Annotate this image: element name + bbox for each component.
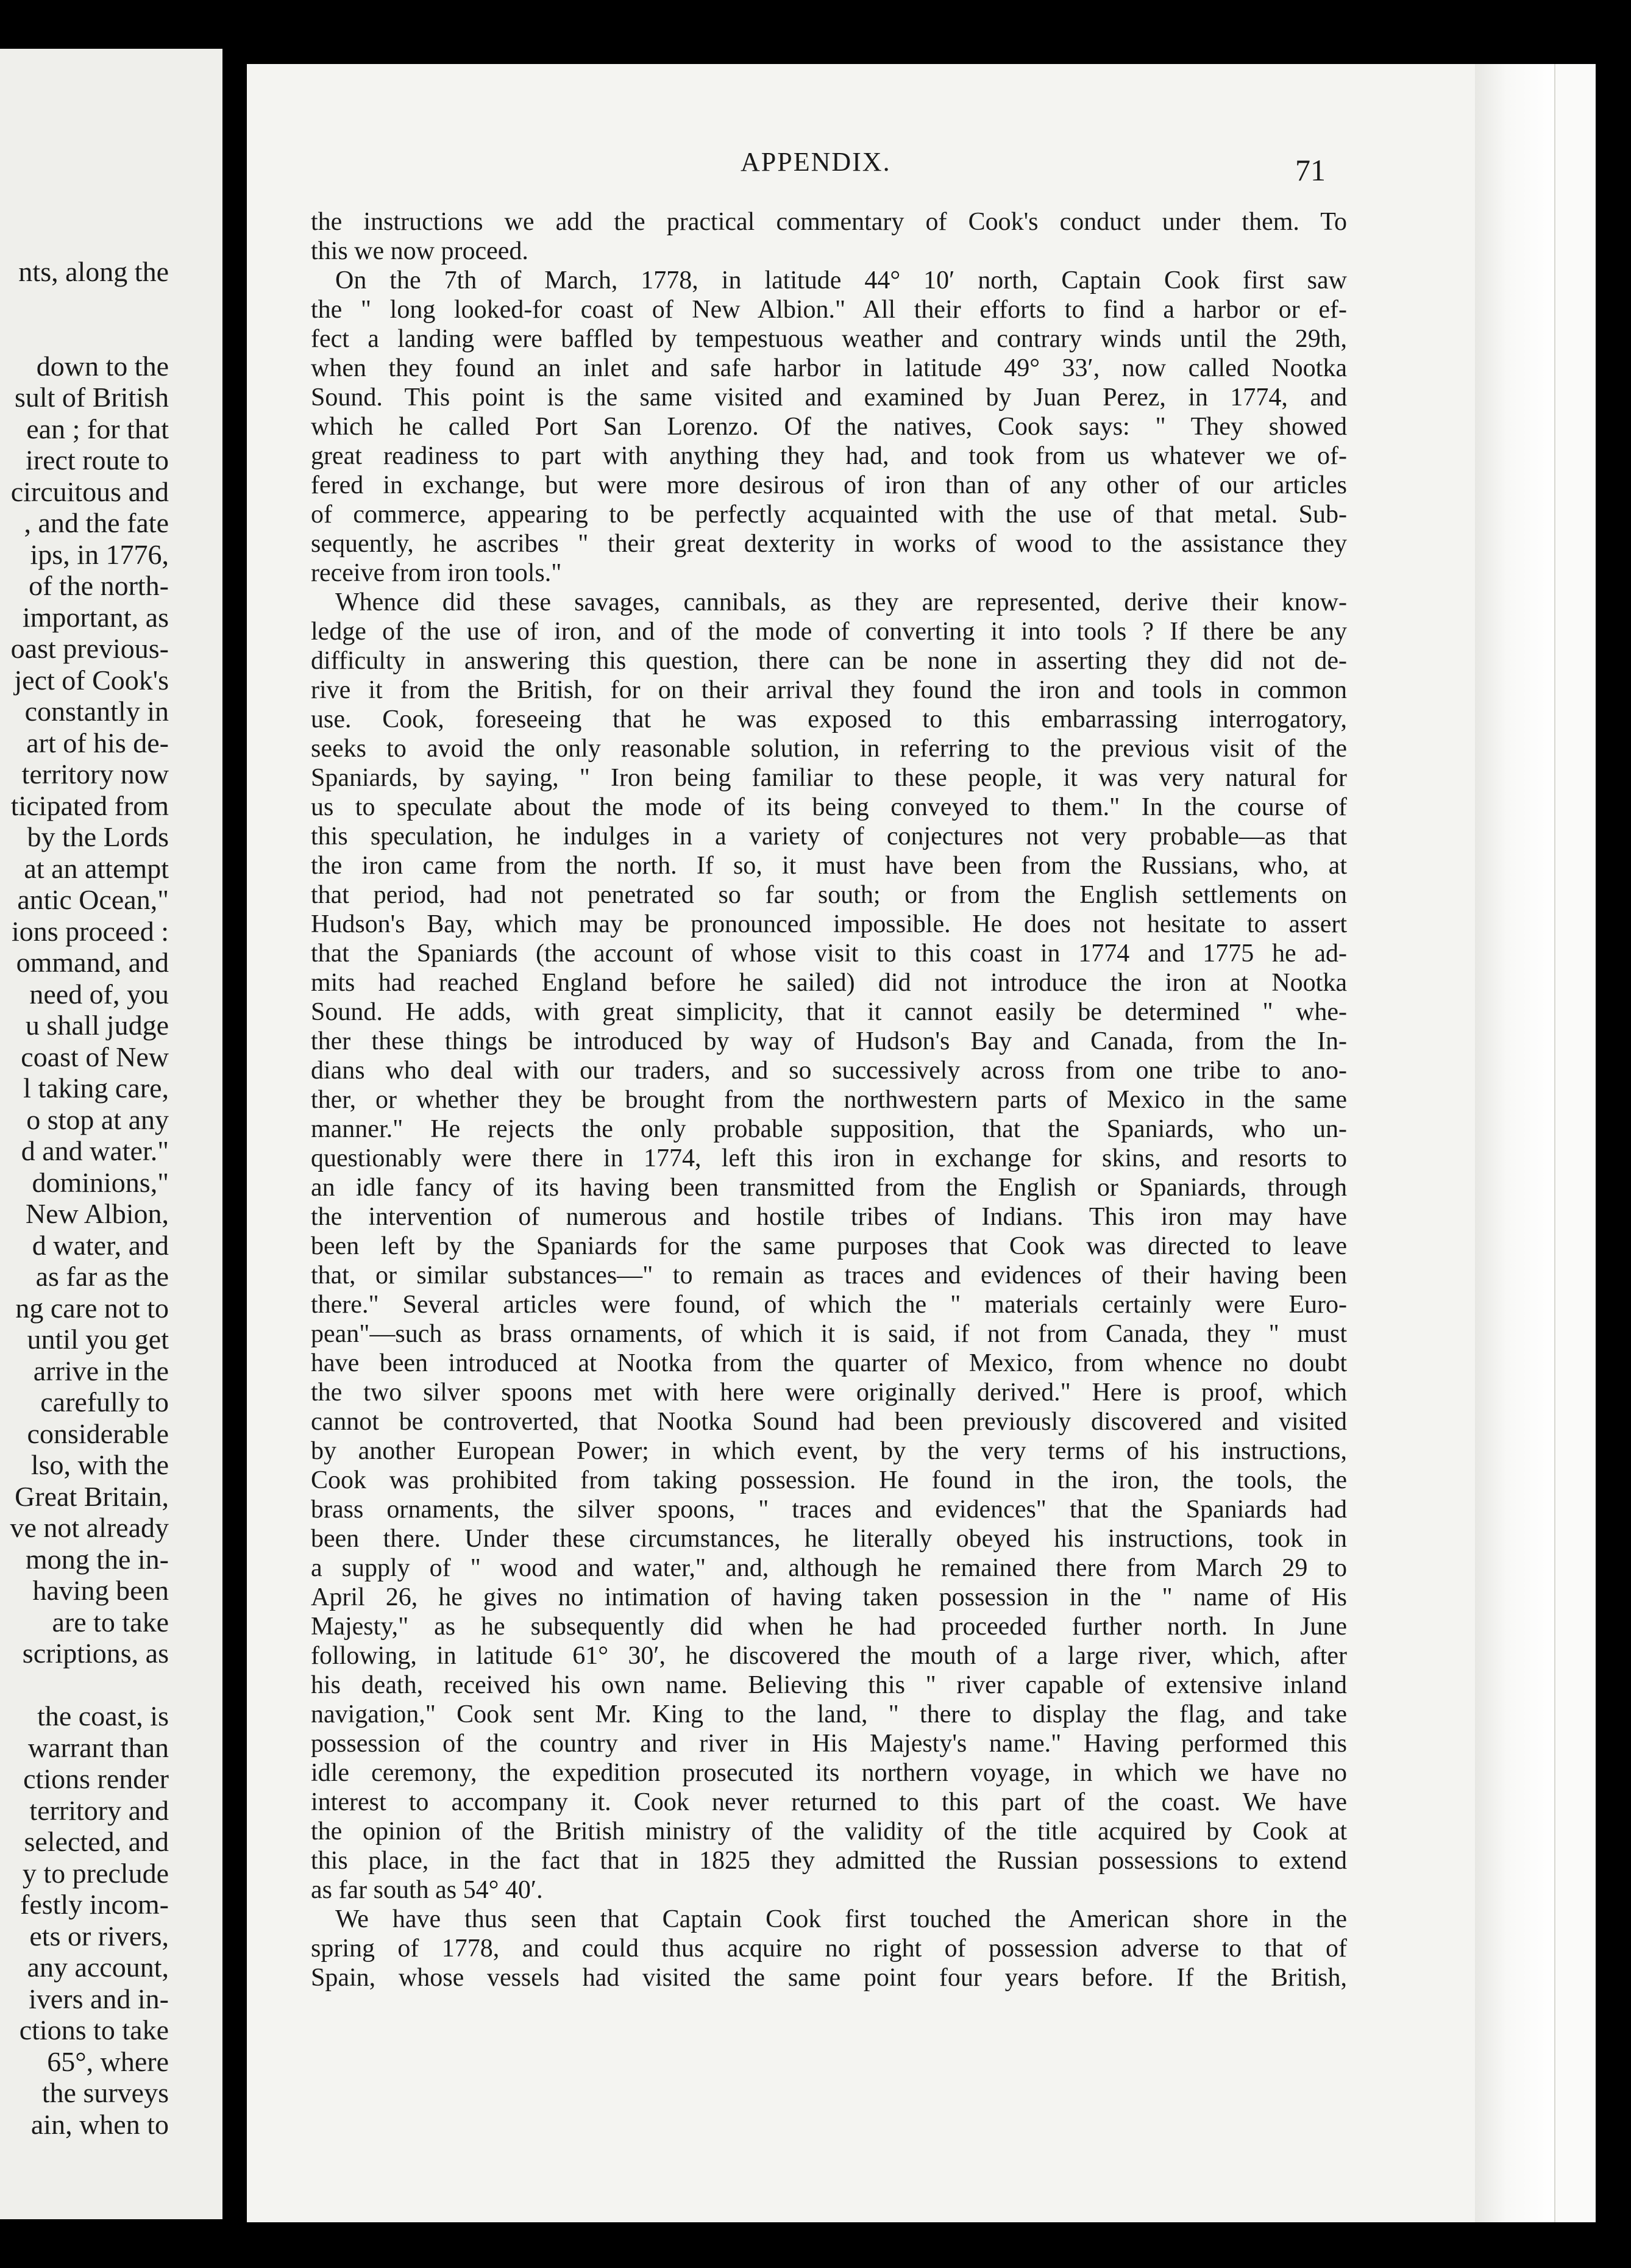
- facing-page-line: ve not already: [10, 1512, 169, 1543]
- text-line: use. Cook, foreseeing that he was exposed to this embarrassing interrogatory,: [311, 705, 1347, 733]
- facing-page-line: festly incom-: [20, 1889, 169, 1920]
- facing-page-line: antic Ocean,": [17, 884, 169, 915]
- text-line: mits had reached England before he sailed) did not introduce the iron at Nootka: [311, 969, 1347, 997]
- facing-page-line: ject of Cook's: [14, 664, 169, 696]
- text-line: when they found an inlet and safe harbor in latitude 49° 33′, now called Nootka: [311, 354, 1347, 382]
- text-line: the intervention of numerous and hostile tribes of Indians. This iron may have: [311, 1203, 1347, 1231]
- facing-page-line: d and water.": [21, 1135, 169, 1166]
- facing-page-line: any account,: [27, 1952, 169, 1983]
- facing-page-line: of the north-: [29, 570, 169, 601]
- text-line: ther these things be introduced by way of Hudson's Bay and Canada, from the In-: [311, 1027, 1347, 1055]
- facing-page-line: New Albion,: [25, 1198, 169, 1229]
- text-line: Spaniards, by saying, " Iron being familiar to these people, it was very natural for: [311, 764, 1347, 792]
- facing-page-line: o stop at any: [26, 1104, 169, 1135]
- facing-page-line: art of his de-: [26, 727, 169, 758]
- text-line: navigation," Cook sent Mr. King to the land, " there to display the flag, and take: [311, 1700, 1347, 1728]
- text-line: spring of 1778, and could thus acquire no right of possession adverse to that of: [311, 1935, 1347, 1963]
- facing-page-line: l taking care,: [23, 1072, 169, 1104]
- page-edge: [1475, 64, 1554, 2222]
- text-line: brass ornaments, the silver spoons, " traces and evidences" that the Spaniards had: [311, 1496, 1347, 1524]
- text-line: a supply of " wood and water," and, although he remained there from March 29 to: [311, 1554, 1347, 1582]
- text-line: us to speculate about the mode of its being conveyed to them." In the course of: [311, 793, 1347, 821]
- text-line: there." Several articles were found, of which the " materials certainly were Euro-: [311, 1291, 1347, 1319]
- text-line: fect a landing were baffled by tempestuous weather and contrary winds until the 29th,: [311, 325, 1347, 353]
- facing-page-line: ng care not to: [15, 1292, 169, 1324]
- facing-page-line: the surveys: [41, 2077, 169, 2108]
- text-line: Majesty," as he subsequently did when he had proceeded further north. In June: [311, 1613, 1347, 1641]
- facing-page-line: until you get: [27, 1324, 169, 1355]
- text-line: great readiness to part with anything they had, and took from us whatever we of-: [311, 442, 1347, 470]
- text-line: interest to accompany it. Cook never returned to this part of the coast. We have: [311, 1788, 1347, 1816]
- facing-page-line: at an attempt: [24, 852, 169, 884]
- facing-page-line: ean ; for that: [26, 413, 169, 444]
- facing-page-line: circuitous and: [10, 476, 169, 507]
- facing-page-line: mong the in-: [25, 1543, 169, 1575]
- facing-page-line: ets or rivers,: [29, 1920, 169, 1952]
- text-line: difficulty in answering this question, there can be none in asserting they did not de-: [311, 647, 1347, 675]
- running-head: APPENDIX.: [741, 147, 891, 177]
- text-line: of commerce, appearing to be perfectly acquainted with the use of that metal. Sub-: [311, 501, 1347, 529]
- text-line: the " long looked-for coast of New Albion." All their efforts to find a harbor or ef-: [311, 296, 1347, 324]
- text-line: On the 7th of March, 1778, in latitude 44° 10′ north, Captain Cook first saw: [335, 266, 1347, 294]
- text-line: have been introduced at Nootka from the quarter of Mexico, from whence no doubt: [311, 1349, 1347, 1377]
- facing-page-line: ain, when to: [30, 2108, 169, 2140]
- body-text: [311, 207, 1347, 1992]
- facing-page-line: territory and: [29, 1794, 169, 1826]
- facing-page-line: coast of New: [21, 1041, 169, 1072]
- text-line: the instructions we add the practical commentary of Cook's conduct under them. To: [311, 208, 1347, 236]
- facing-page-line: ips, in 1776,: [30, 538, 169, 570]
- text-line: cannot be controverted, that Nootka Sound had been previously discovered and visited: [311, 1408, 1347, 1436]
- text-line: rive it from the British, for on their arrival they found the iron and tools in common: [311, 676, 1347, 704]
- facing-page-line: u shall judge: [25, 1010, 169, 1041]
- facing-page-line: ommand, and: [16, 947, 169, 978]
- facing-page-line: are to take: [52, 1606, 169, 1638]
- facing-page-line: , and the fate: [24, 507, 169, 538]
- facing-page-line: dominions,": [32, 1166, 169, 1198]
- facing-page: [0, 49, 222, 2219]
- facing-page-line: carefully to: [40, 1386, 169, 1417]
- text-line: receive from iron tools.": [311, 559, 562, 587]
- facing-page-line: down to the: [36, 350, 169, 382]
- text-line: Whence did these savages, cannibals, as they are represented, derive their know-: [335, 588, 1347, 616]
- text-line: Sound. He adds, with great simplicity, that it cannot easily be determined " whe-: [311, 998, 1347, 1026]
- text-line: Sound. This point is the same visited and examined by Juan Perez, in 1774, and: [311, 383, 1347, 412]
- text-line: this speculation, he indulges in a variety of conjectures not very probable—as that: [311, 822, 1347, 850]
- text-line: the two silver spoons met with here were originally derived." Here is proof, which: [311, 1378, 1347, 1407]
- facing-page-line: ticipated from: [10, 790, 169, 821]
- text-line: dians who deal with our traders, and so successively across from one tribe to ano-: [311, 1057, 1347, 1085]
- text-line: the opinion of the British ministry of the validity of the title acquired by Cook at: [311, 1817, 1347, 1845]
- text-line: fered in exchange, but were more desirous of iron than of any other of our articles: [311, 471, 1347, 499]
- facing-page-line: warrant than: [27, 1731, 169, 1763]
- facing-page-line: y to preclude: [22, 1857, 169, 1889]
- facing-page-line: having been: [32, 1575, 169, 1606]
- text-line: that, or similar substances—" to remain as traces and evidences of their having been: [311, 1261, 1347, 1289]
- text-line: questionably were there in 1774, left this iron in exchange for skins, and resorts to: [311, 1144, 1347, 1172]
- facing-page-line: nts, along the: [18, 256, 169, 287]
- facing-page-line: Great Britain,: [15, 1480, 169, 1512]
- text-line: idle ceremony, the expedition prosecuted its northern voyage, in which we have no: [311, 1759, 1347, 1787]
- facing-page-line: constantly in: [24, 696, 169, 727]
- text-line: which he called Port San Lorenzo. Of the natives, Cook says: " They showed: [311, 413, 1347, 441]
- facing-page-line: ivers and in-: [29, 1983, 169, 2014]
- text-line: been there. Under these circumstances, he literally obeyed his instructions, took in: [311, 1525, 1347, 1553]
- text-line: that period, had not penetrated so far south; or from the English settlements on: [311, 881, 1347, 909]
- facing-page-line: ctions to take: [19, 2014, 169, 2045]
- facing-page-line: ctions render: [23, 1763, 169, 1794]
- text-line: pean"—such as brass ornaments, of which it is said, if not from Canada, they " must: [311, 1320, 1347, 1348]
- facing-page-line: selected, and: [24, 1826, 169, 1857]
- facing-page-line: by the Lords: [27, 821, 169, 852]
- text-line: April 26, he gives no intimation of having taken possession in the " name of His: [311, 1583, 1347, 1611]
- facing-page-line: irect route to: [25, 444, 169, 476]
- page-edge-outer: [1554, 64, 1596, 2222]
- facing-page-line: territory now: [21, 758, 169, 790]
- text-line: been left by the Spaniards for the same purposes that Cook was directed to leave: [311, 1232, 1347, 1260]
- facing-page-line: considerable: [27, 1417, 169, 1449]
- text-line: that the Spaniards (the account of whose visit to this coast in 1774 and 1775 he ad-: [311, 940, 1347, 968]
- text-line: as far south as 54° 40′.: [311, 1876, 543, 1904]
- text-line: his death, received his own name. Believing this " river capable of extensive inland: [311, 1671, 1347, 1699]
- text-line: by another European Power; in which event, by the very terms of his instructions,: [311, 1437, 1347, 1465]
- text-line: ledge of the use of iron, and of the mode of converting it into tools ? If there be any: [311, 618, 1347, 646]
- facing-page-line: the coast, is: [37, 1700, 169, 1731]
- facing-page-line: lso, with the: [30, 1449, 169, 1480]
- facing-page-line: d water, and: [32, 1229, 169, 1261]
- facing-page-line: scriptions, as: [22, 1638, 169, 1669]
- text-line: manner." He rejects the only probable supposition, that the Spaniards, who un-: [311, 1115, 1347, 1143]
- facing-page-line: need of, you: [29, 978, 169, 1010]
- facing-page-line: important, as: [22, 601, 169, 633]
- page-header: [311, 146, 1347, 189]
- text-line: seeks to avoid the only reasonable solution, in referring to the previous visit of the: [311, 735, 1347, 763]
- text-line: sequently, he ascribes " their great dexterity in works of wood to the assistance they: [311, 530, 1347, 558]
- text-line: this place, in the fact that in 1825 they admitted the Russian possessions to extend: [311, 1847, 1347, 1875]
- text-line: ther, or whether they be brought from the northwestern parts of Mexico in the same: [311, 1086, 1347, 1114]
- text-line: We have thus seen that Captain Cook first touched the American shore in the: [335, 1905, 1347, 1933]
- text-line: Spain, whose vessels had visited the same point four years before. If the British,: [311, 1964, 1347, 1992]
- text-line: following, in latitude 61° 30′, he discovered the mouth of a large river, which, after: [311, 1642, 1347, 1670]
- facing-page-line: oast previous-: [10, 633, 169, 664]
- text-line: an idle fancy of its having been transmitted from the English or Spaniards, through: [311, 1174, 1347, 1202]
- text-line: the iron came from the north. If so, it must have been from the Russians, who, at: [311, 852, 1347, 880]
- page-number: 71: [1295, 153, 1326, 187]
- facing-page-line: as far as the: [35, 1261, 169, 1292]
- facing-page-line: arrive in the: [33, 1355, 169, 1386]
- text-line: this we now proceed.: [311, 237, 528, 265]
- text-line: Cook was prohibited from taking possession. He found in the iron, the tools, the: [311, 1466, 1347, 1494]
- text-line: Hudson's Bay, which may be pronounced impossible. He does not hesitate to assert: [311, 910, 1347, 938]
- facing-page-line: sult of British: [14, 382, 169, 413]
- facing-page-line: 65°, where: [47, 2045, 169, 2077]
- text-line: possession of the country and river in His Majesty's name." Having performed this: [311, 1730, 1347, 1758]
- facing-page-line: ions proceed :: [11, 915, 169, 947]
